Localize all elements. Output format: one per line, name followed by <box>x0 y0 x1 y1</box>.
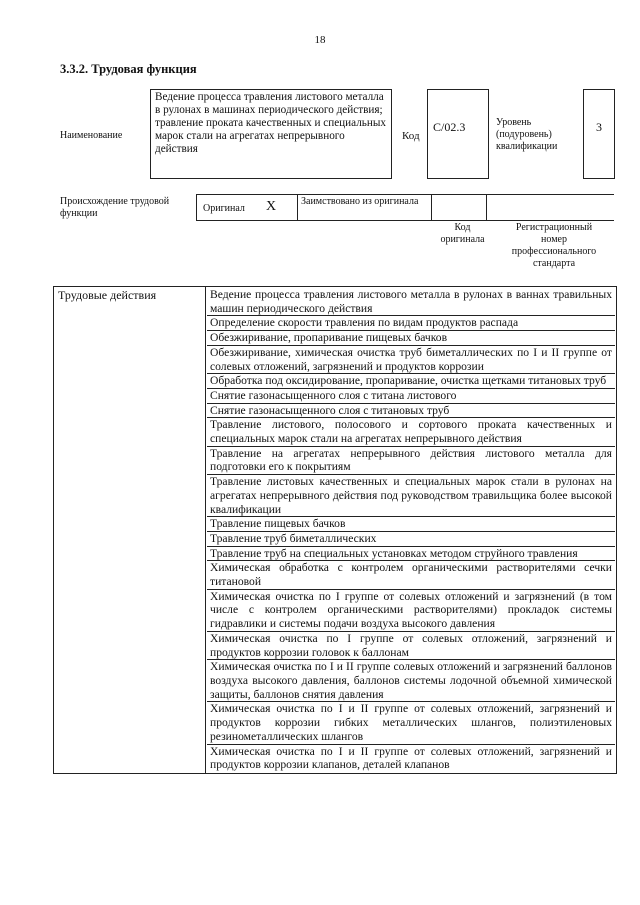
labor-action-item: Травление листовых качественных и специальных марок стали в рулонах на агрегатах непрерывного действия под руководством травильщика более высокой квалификации <box>207 475 615 517</box>
labor-action-item: Травление труб биметаллических <box>207 532 615 547</box>
borrowed-label: Заимствовано из оригинала <box>301 196 419 207</box>
labor-action-item: Снятие газонасыщенного слоя с титановых труб <box>207 404 615 419</box>
section-title: 3.3.2. Трудовая функция <box>60 62 197 76</box>
name-value: Ведение процесса травления листового металла в рулонах в машинах периодического действия; травление проката качественных и специальных марок стали на агрегатах непрерывного действия <box>150 89 392 179</box>
labor-action-item: Травление труб на специальных установках методом струйного травления <box>207 547 615 562</box>
level-value: 3 <box>583 89 615 179</box>
original-mark: X <box>266 199 277 214</box>
labor-action-item: Химическая очистка по I и II группе от солевых отложений, загрязнений и продуктов коррозии клапанов, деталей клапанов <box>210 744 612 772</box>
labor-action-item: Обработка под оксидирование, пропаривание, очистка щетками титановых труб <box>207 374 615 389</box>
labor-action-item: Травление листового, полосового и сортового проката качественных и специальных марок стали на агрегатах непрерывного действия <box>207 418 615 446</box>
labor-actions-label: Трудовые действия <box>54 287 206 774</box>
labor-action-item: Химическая очистка по I группе от солевых отложений и загрязнений (в том числе с контролем органическими растворителями) прокладок системы гидравлики и системы подачи воздуха высокого давления <box>207 590 615 632</box>
labor-action-item: Химическая очистка по I и II группе от солевых отложений, загрязнений и продуктов коррозии гибких металлических шлангов, полиэтиленовых резинометаллических шлангов <box>207 702 615 744</box>
labor-action-item: Травление пищевых бачков <box>207 517 615 532</box>
labor-action-item: Травление на агрегатах непрерывного действия листового металла для подготовки его к покрытиям <box>207 447 615 475</box>
origin-divider <box>297 194 298 221</box>
registration-number-caption: Регистрационный номер профессионального стандарта <box>511 222 597 269</box>
labor-action-item: Обезжиривание, пропаривание пищевых бачков <box>207 331 615 346</box>
original-label: Оригинал <box>203 203 245 214</box>
labor-action-item: Химическая очистка по I группе от солевых отложений, загрязнений и продуктов коррозии головок к баллонам <box>207 632 615 660</box>
code-original-caption: Код оригинала <box>440 222 485 245</box>
labor-action-item: Обезжиривание, химическая очистка труб биметаллических по I и II группе от солевых отложений, загрязнений и продуктов коррозии <box>207 346 615 374</box>
labor-action-item: Химическая обработка с контролем органическими растворителями сечки титановой <box>207 561 615 589</box>
origin-divider <box>486 194 487 221</box>
code-label: Код <box>402 130 420 142</box>
labor-actions-list <box>206 287 617 774</box>
origin-divider <box>431 194 432 221</box>
page-number: 18 <box>314 34 326 46</box>
labor-action-item: Химическая очистка по I и II группе солевых отложений и загрязнений баллонов воздуха высокого давления, баллонов системы лодочной объемной химической защиты, баллонов снятия давления <box>207 660 615 702</box>
name-label: Наименование <box>60 130 123 141</box>
labor-action-item: Снятие газонасыщенного слоя с титана листового <box>207 389 615 404</box>
labor-action-item: Определение скорости травления по видам продуктов распада <box>207 316 615 331</box>
code-value: С/02.3 <box>427 89 489 179</box>
level-label: Уровень (подуровень) квалификации <box>496 117 558 152</box>
origin-label: Происхождение трудовой функции <box>60 196 170 219</box>
labor-actions-table <box>53 286 617 774</box>
labor-action-item: Ведение процесса травления листового металла в рулонах в ваннах травильных машин периодического действия <box>207 288 615 316</box>
